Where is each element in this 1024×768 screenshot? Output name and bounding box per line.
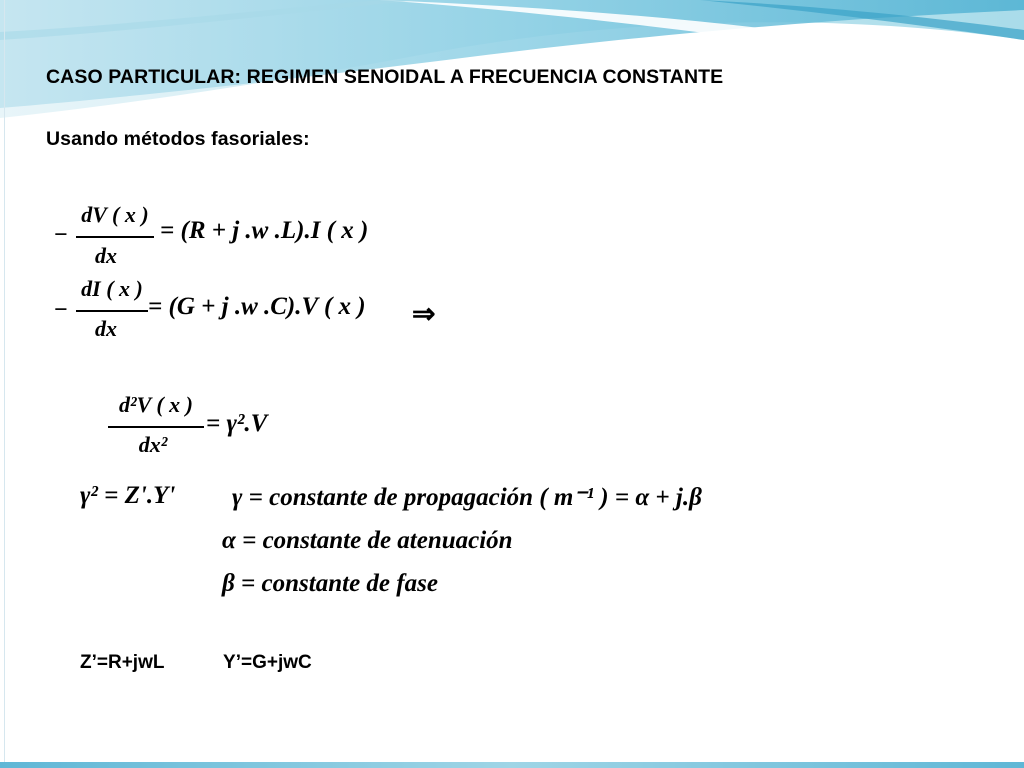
eq2-rhs: = (G + j .w .C).V ( x )	[148, 293, 366, 320]
eq1-minus: −	[54, 222, 68, 248]
eq2-numerator: dI ( x )	[81, 276, 143, 301]
eq3-fraction-bar	[108, 426, 204, 428]
eq1-rhs: = (R + j .w .L).I ( x )	[160, 217, 369, 244]
left-border-line	[4, 0, 5, 768]
eq1-fraction-bar	[76, 236, 154, 238]
gamma-definition: γ = constante de propagación ( m⁻¹ ) = α + j.β	[232, 484, 702, 511]
slide-subtitle: Usando métodos fasoriales:	[46, 128, 310, 150]
eq3-denominator: dx²	[138, 432, 168, 457]
eq3-rhs: = γ².V	[206, 410, 268, 437]
eq2-denominator: dx	[95, 316, 117, 341]
header-swoosh-decoration	[0, 0, 1024, 120]
gamma-squared-equation: γ² = Z'.Y'	[80, 482, 176, 509]
bottom-accent-bar	[0, 762, 1024, 768]
alpha-definition: α = constante de atenuación	[222, 527, 513, 554]
y-prime-formula: Y’=G+jwC	[223, 652, 312, 673]
eq2-fraction-bar	[76, 310, 148, 312]
eq1-denominator: dx	[95, 243, 117, 268]
slide-title: CASO PARTICULAR: REGIMEN SENOIDAL A FRECUENCIA CONSTANTE	[46, 66, 724, 88]
z-prime-formula: Z’=R+jwL	[80, 652, 165, 673]
eq1-numerator: dV ( x )	[81, 202, 149, 227]
eq3-numerator: d²V ( x )	[118, 392, 194, 417]
implies-arrow: ⇒	[412, 299, 436, 330]
footer-formulas	[80, 652, 312, 674]
beta-definition: β = constante de fase	[222, 570, 438, 597]
eq2-minus: −	[54, 297, 68, 323]
